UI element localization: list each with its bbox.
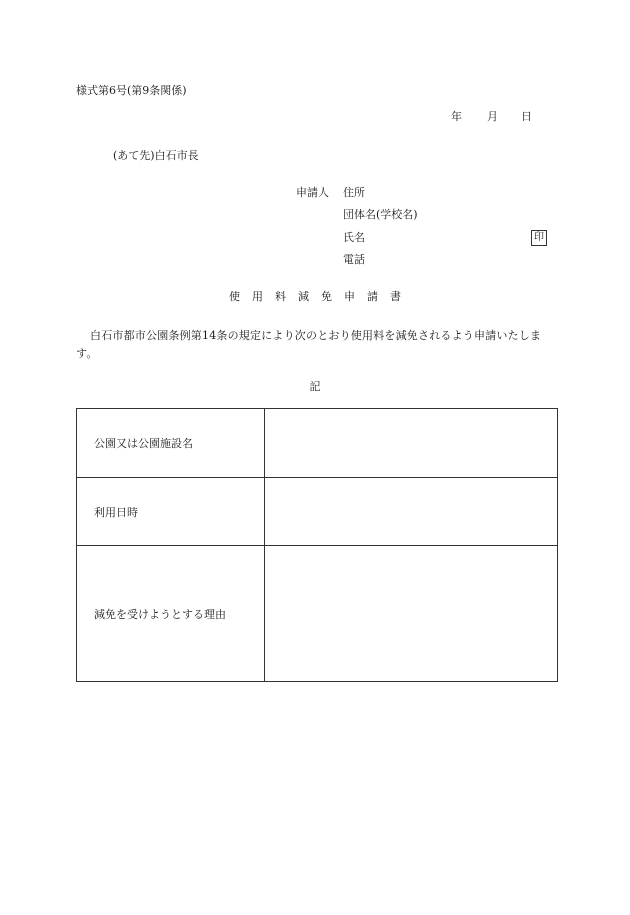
table-row xyxy=(77,409,558,478)
addressee: (あて先)白石市長 xyxy=(113,149,199,162)
address-label: 住所 xyxy=(343,186,365,199)
reduction-reason-label: 減免を受けようとする理由 xyxy=(77,546,265,682)
applicant-label: 申請人 xyxy=(296,186,329,199)
ki-heading: 記 xyxy=(309,380,321,393)
table-row xyxy=(77,546,558,682)
organization-label: 団体名(学校名) xyxy=(343,208,418,221)
park-facility-label: 公園又は公園施設名 xyxy=(77,409,265,478)
form-number: 様式第6号(第9条関係) xyxy=(76,84,187,97)
table-row xyxy=(77,478,558,546)
details-table xyxy=(76,408,558,682)
date-month-label: 月 xyxy=(487,110,498,123)
request-statement: 白石市都市公園条例第14条の規定により次のとおり使用料を減免されるよう申請いたします。 xyxy=(76,329,542,360)
usage-datetime-label: 利用日時 xyxy=(77,478,265,546)
usage-datetime-field[interactable] xyxy=(265,478,558,546)
phone-label: 電話 xyxy=(343,253,365,266)
seal-mark: 印 xyxy=(531,230,547,246)
park-facility-field[interactable] xyxy=(265,409,558,478)
date-day-label: 日 xyxy=(521,110,532,123)
name-label: 氏名 xyxy=(343,231,365,244)
document-title: 使用料減免申請書 xyxy=(229,290,413,303)
reduction-reason-field[interactable] xyxy=(265,546,558,682)
date-year-label: 年 xyxy=(451,110,462,123)
